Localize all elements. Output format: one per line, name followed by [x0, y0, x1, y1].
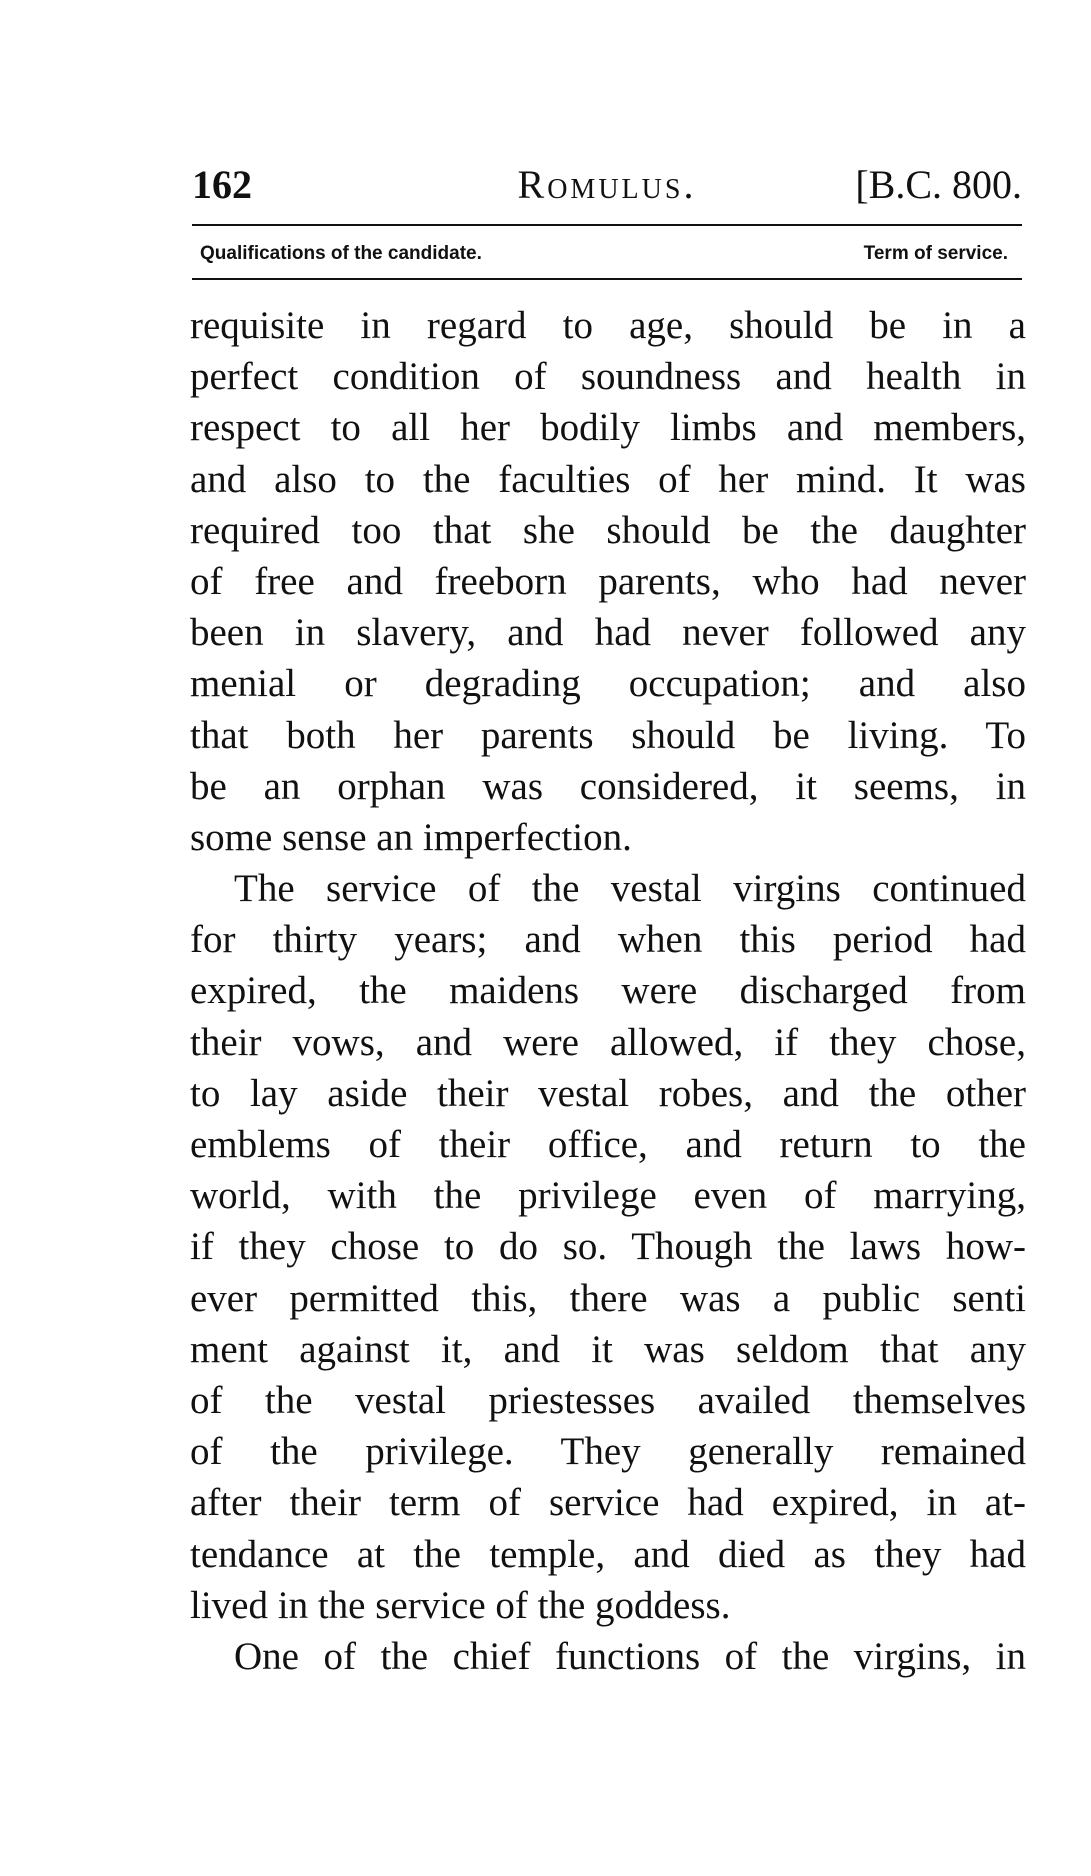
text-line: if they chose to do so. Though the laws how-: [190, 1225, 1026, 1269]
running-title: Romulus.: [517, 162, 697, 207]
text-line: required too that she should be the daughter: [190, 508, 1026, 552]
page-number: 162: [192, 162, 252, 207]
text-line: been in slavery, and had never followed any: [190, 611, 1026, 655]
text-line: to lay aside their vestal robes, and the other: [190, 1071, 1026, 1115]
text-line: tendance at the temple, and died as they had: [190, 1532, 1026, 1576]
text-line: The service of the vestal virgins continued: [234, 867, 1026, 911]
text-line: after their term of service had expired, in at-: [190, 1481, 1026, 1525]
text-line: One of the chief functions of the virgins, in: [234, 1634, 1026, 1678]
subheading-left: Qualifications of the candidate.: [200, 243, 482, 264]
header-top-rule: [192, 224, 1022, 226]
text-line: of the privilege. They generally remained: [190, 1430, 1026, 1474]
header-bottom-rule: [192, 278, 1022, 280]
text-line: respect to all her bodily limbs and members,: [190, 406, 1026, 450]
date-range: [B.C. 800.: [855, 162, 1022, 207]
text-line: of free and freeborn parents, who had never: [190, 559, 1026, 603]
running-head: [192, 160, 1022, 210]
text-line: be an orphan was considered, it seems, in: [190, 764, 1026, 808]
text-line: of the vestal priestesses availed themselves: [190, 1378, 1026, 1422]
subheading-right: Term of service.: [863, 243, 1008, 264]
text-line: requisite in regard to age, should be in a: [190, 304, 1026, 347]
text-line: emblems of their office, and return to the: [190, 1123, 1026, 1166]
text-line: that both her parents should be living. To: [190, 713, 1026, 757]
text-line: ever permitted this, there was a public senti: [190, 1276, 1026, 1320]
body-text: [190, 300, 1026, 1682]
marginal-subheading: [192, 234, 1022, 274]
text-line: menial or degrading occupation; and also: [190, 662, 1026, 706]
text-line: their vows, and were allowed, if they chose,: [190, 1020, 1026, 1064]
text-line: ment against it, and it was seldom that any: [190, 1327, 1026, 1371]
text-line: perfect condition of soundness and health in: [190, 355, 1026, 399]
text-line: world, with the privilege even of marrying,: [190, 1174, 1026, 1218]
text-line: and also to the faculties of her mind. It was: [190, 457, 1026, 501]
text-line: expired, the maidens were discharged from: [190, 969, 1026, 1013]
text-line: lived in the service of the goddess.: [190, 1583, 731, 1627]
text-line: some sense an imperfection.: [190, 815, 632, 859]
text-line: for thirty years; and when this period had: [190, 918, 1026, 962]
